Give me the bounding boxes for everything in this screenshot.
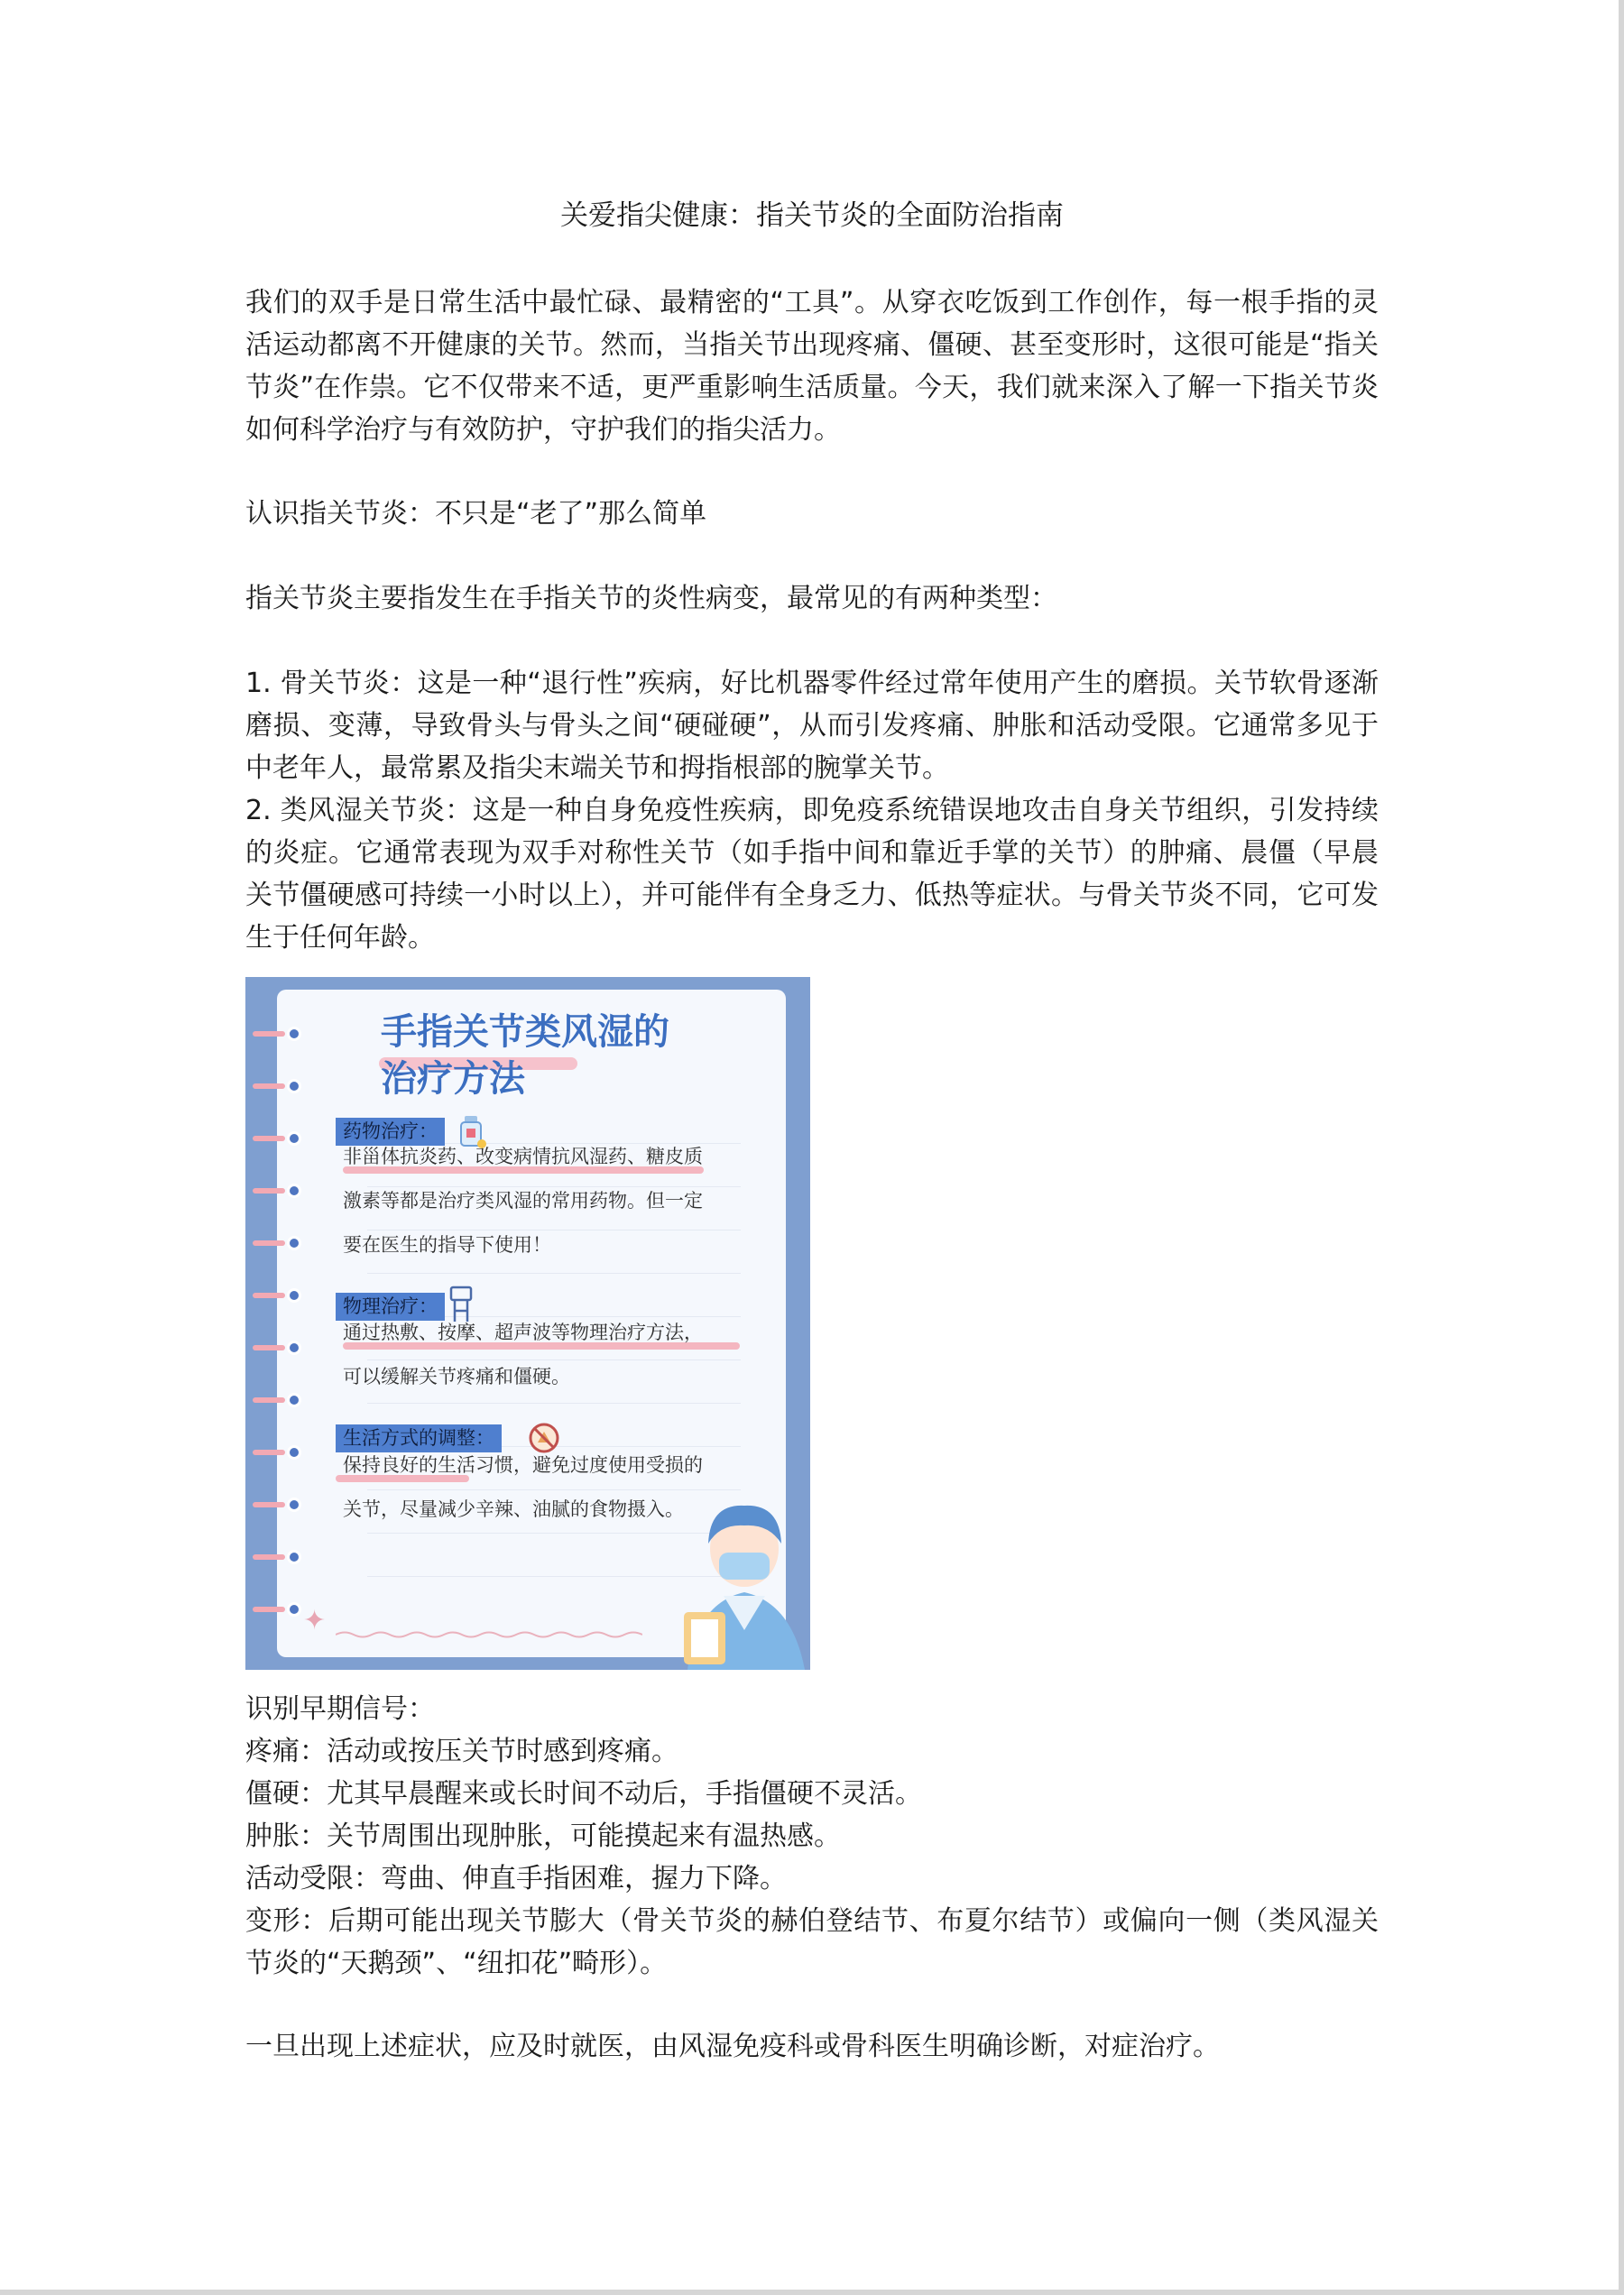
sparkle-icon: ✦ xyxy=(303,1605,327,1636)
section-heading: 认识指关节炎：不只是“老了”那么简单 xyxy=(245,498,707,530)
signal-limited-motion: 活动受限：弯曲、伸直手指困难，握力下降。 xyxy=(245,1863,787,1894)
ruled-line xyxy=(367,1273,741,1274)
drug-therapy-label: 药物治疗： xyxy=(336,1118,445,1146)
signal-pain: 疼痛：活动或按压关节时感到疼痛。 xyxy=(245,1736,678,1767)
drug-text-line1: 非甾体抗炎药、改变病情抗风湿药、糖皮质 xyxy=(343,1146,703,1167)
decorative-wave xyxy=(336,1630,642,1639)
lifestyle-text-line2: 关节，尽量减少辛辣、油腻的食物摄入。 xyxy=(343,1498,684,1520)
signal-stiffness: 僵硬：尤其早晨醒来或长时间不动后，手指僵硬不灵活。 xyxy=(245,1778,922,1810)
lifestyle-label: 生活方式的调整： xyxy=(336,1424,502,1452)
treatment-infographic xyxy=(245,977,810,1670)
card-heading-line1: 手指关节类风湿的 xyxy=(381,1011,669,1053)
drug-text-line2: 激素等都是治疗类风湿的常用药物。但一定 xyxy=(343,1190,703,1212)
page-edge-right xyxy=(1619,0,1624,2295)
conclusion-paragraph: 一旦出现上述症状，应及时就医，由风湿免疫科或骨科医生明确诊断，对症治疗。 xyxy=(245,2031,1220,2062)
ruled-line xyxy=(367,1359,741,1360)
page-edge-bottom xyxy=(0,2290,1624,2295)
physio-text-line2: 可以缓解关节疼痛和僵硬。 xyxy=(343,1366,570,1387)
card-heading-line2: 治疗方法 xyxy=(381,1058,525,1100)
signal-deformity: 变形：后期可能出现关节膨大（骨关节炎的赫伯登结节、布夏尔结节）或偏向一侧（类风湿关节炎的“天鹅颈”、“纽扣花”畸形）。 xyxy=(245,1905,1379,1979)
intro-paragraph: 我们的双手是日常生活中最忙碌、最精密的“工具”。从穿衣吃饭到工作创作，每一根手指的灵活运动都离不开健康的关节。然而，当指关节出现疼痛、僵硬、甚至变形时，这很可能是“指关节炎”在作祟。它不仅带来不适，更严重影响生活质量。今天，我们就来深入了解一下指关节炎如何科学治疗与有效防护，守护我们的指尖活力。 xyxy=(245,287,1379,446)
nurse-illustration xyxy=(678,1486,810,1670)
types-intro: 指关节炎主要指发生在手指关节的炎性病变，最常见的有两种类型： xyxy=(245,583,1057,614)
drug-text-line3: 要在医生的指导下使用！ xyxy=(343,1234,551,1256)
document-title: 关爱指尖健康：指关节炎的全面防治指南 xyxy=(560,199,1064,232)
lifestyle-text-line1: 保持良好的生活习惯，避免过度使用受损的 xyxy=(343,1454,703,1476)
type-rheumatoid: 2. 类风湿关节炎：这是一种自身免疫性疾病，即免疫系统错误地攻击自身关节组织，引发持续的炎症。它通常表现为双手对称性关节（如手指中间和靠近手掌的关节）的肿痛、晨僵（早晨关节僵硬感可持续一小时以上），并可能伴有全身乏力、低热等症状。与骨关节炎不同，它可发生于任何年龄。 xyxy=(245,795,1379,954)
physio-therapy-label: 物理治疗： xyxy=(336,1293,445,1321)
signal-swelling: 肿胀：关节周围出现肿胀，可能摸起来有温热感。 xyxy=(245,1820,841,1852)
type-osteoarthritis: 1. 骨关节炎：这是一种“退行性”疾病，好比机器零件经过常年使用产生的磨损。关节软骨逐渐磨损、变薄，导致骨头与骨头之间“硬碰硬”，从而引发疼痛、肿胀和活动受限。它通常多见于中老年人，最常累及指尖末端关节和拇指根部的腕掌关节。 xyxy=(245,668,1379,784)
signals-heading: 识别早期信号： xyxy=(245,1693,435,1725)
physio-text-line1: 通过热敷、按摩、超声波等物理治疗方法， xyxy=(343,1322,703,1343)
ruled-line xyxy=(367,1403,741,1404)
